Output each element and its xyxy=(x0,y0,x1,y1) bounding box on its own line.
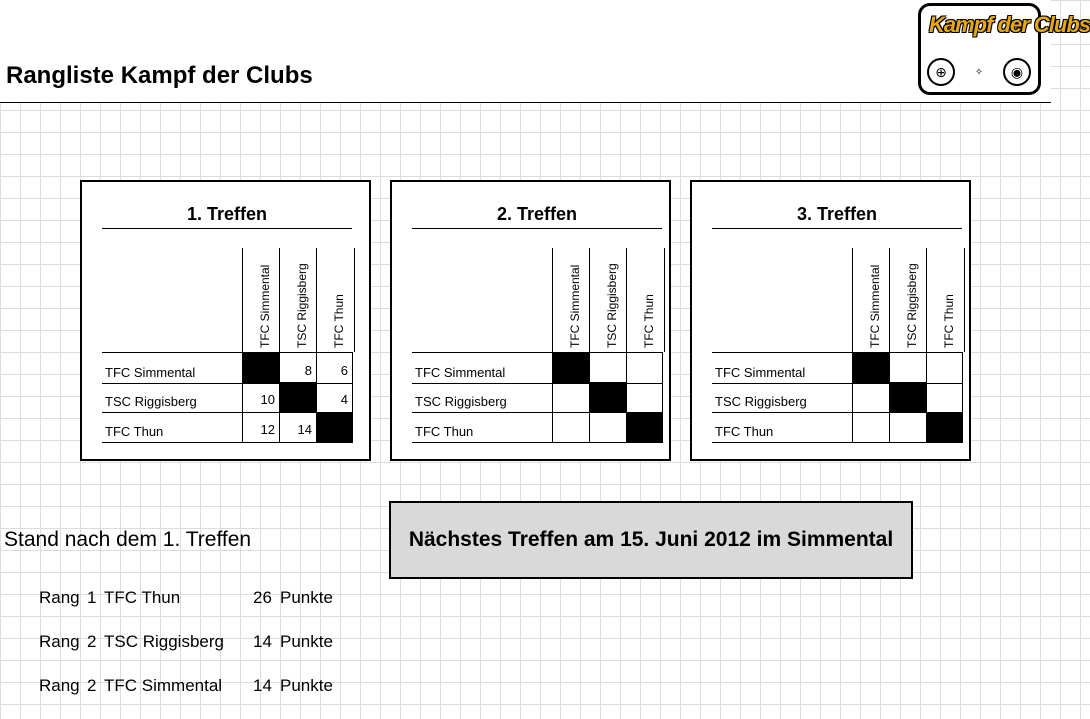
standings-title: Stand nach dem 1. Treffen xyxy=(4,528,252,551)
score-cell xyxy=(852,382,889,412)
row-label: TSC Riggisberg xyxy=(715,394,807,409)
diagonal-cell xyxy=(279,382,316,412)
meeting-title: 2. Treffen xyxy=(412,204,662,229)
row-label: TFC Simmental xyxy=(715,365,806,380)
row-label: TFC Simmental xyxy=(415,365,506,380)
rank-label: Rang xyxy=(39,632,80,651)
score-cell xyxy=(889,412,926,442)
shooter-badge-icon: ◉ xyxy=(1003,58,1031,86)
column-header-label: TFC Simmental xyxy=(257,264,272,348)
points-value: 26 xyxy=(253,588,272,607)
column-header xyxy=(242,248,280,352)
diagonal-cell xyxy=(926,412,963,442)
row-label: TSC Riggisberg xyxy=(105,394,197,409)
points-label: Punkte xyxy=(280,588,333,607)
matrix-row xyxy=(412,352,663,384)
club-name: TSC Riggisberg xyxy=(104,632,224,651)
score-cell xyxy=(926,353,963,383)
score-cell: 12 xyxy=(242,412,279,442)
diagonal-cell xyxy=(589,382,626,412)
score-cell: 14 xyxy=(279,412,316,442)
score-cell xyxy=(889,353,926,383)
column-header-label: TFC Thun xyxy=(331,294,346,348)
row-label: TFC Thun xyxy=(415,424,474,439)
diagonal-cell xyxy=(242,353,279,383)
logo-text: Kampf der Clubs xyxy=(929,12,1090,37)
page-title: Rangliste Kampf der Clubs xyxy=(6,62,313,89)
score-cell xyxy=(626,353,663,383)
score-cell xyxy=(626,382,663,412)
diagonal-cell xyxy=(889,382,926,412)
next-meeting-notice: Nächstes Treffen am 15. Juni 2012 im Simmental xyxy=(389,501,913,579)
points-value: 14 xyxy=(253,676,272,695)
column-header xyxy=(626,248,665,352)
points-value: 14 xyxy=(253,632,272,651)
column-header-label: TSC Riggisberg xyxy=(904,263,919,348)
meeting-panel xyxy=(80,180,371,461)
matrix-row xyxy=(102,352,353,384)
rank-label: Rang xyxy=(39,676,80,695)
club-logo xyxy=(918,3,1090,95)
tfc-thun-badge-icon: ✧ xyxy=(965,58,993,86)
column-header xyxy=(852,248,890,352)
meeting-title: 1. Treffen xyxy=(102,204,352,229)
score-cell xyxy=(589,353,626,383)
column-header xyxy=(316,248,355,352)
column-header-label: TFC Simmental xyxy=(567,264,582,348)
column-header xyxy=(889,248,927,352)
matrix-row xyxy=(712,382,963,413)
score-cell xyxy=(552,382,589,412)
target-badge-icon: ⊕ xyxy=(927,58,955,86)
matrix-row xyxy=(712,412,963,443)
column-header xyxy=(279,248,317,352)
score-cell xyxy=(552,412,589,442)
score-cell xyxy=(589,412,626,442)
row-label: TFC Thun xyxy=(105,424,164,439)
column-header-label: TFC Thun xyxy=(641,294,656,348)
column-header-label: TFC Thun xyxy=(941,294,956,348)
diagonal-cell xyxy=(626,412,663,442)
club-name: TFC Simmental xyxy=(104,676,223,695)
column-header-label: TSC Riggisberg xyxy=(604,263,619,348)
column-header xyxy=(589,248,627,352)
rank-number: 1 xyxy=(87,588,97,607)
rank-label: Rang xyxy=(39,588,80,607)
rank-number: 2 xyxy=(87,632,97,651)
matrix-row xyxy=(102,382,353,413)
matrix-row xyxy=(712,352,963,384)
score-cell xyxy=(926,382,963,412)
meeting-panel xyxy=(390,180,671,461)
row-label: TFC Thun xyxy=(715,424,774,439)
rank-number: 2 xyxy=(87,676,97,695)
diagonal-cell xyxy=(852,353,889,383)
column-header xyxy=(926,248,965,352)
diagonal-cell xyxy=(552,353,589,383)
matrix-row xyxy=(412,412,663,443)
points-label: Punkte xyxy=(280,632,333,651)
row-label: TFC Simmental xyxy=(105,365,196,380)
score-cell xyxy=(852,412,889,442)
score-cell: 10 xyxy=(242,382,279,412)
meeting-panel xyxy=(690,180,971,461)
score-cell: 6 xyxy=(316,353,353,383)
column-header-label: TFC Simmental xyxy=(867,264,882,348)
diagonal-cell xyxy=(316,412,353,442)
matrix-row xyxy=(102,412,353,443)
score-cell: 4 xyxy=(316,382,353,412)
score-cell: 8 xyxy=(279,353,316,383)
row-label: TSC Riggisberg xyxy=(415,394,507,409)
meeting-title: 3. Treffen xyxy=(712,204,962,229)
matrix-row xyxy=(412,382,663,413)
column-header xyxy=(552,248,590,352)
club-name: TFC Thun xyxy=(104,588,181,607)
points-label: Punkte xyxy=(280,676,333,695)
column-header-label: TSC Riggisberg xyxy=(294,263,309,348)
